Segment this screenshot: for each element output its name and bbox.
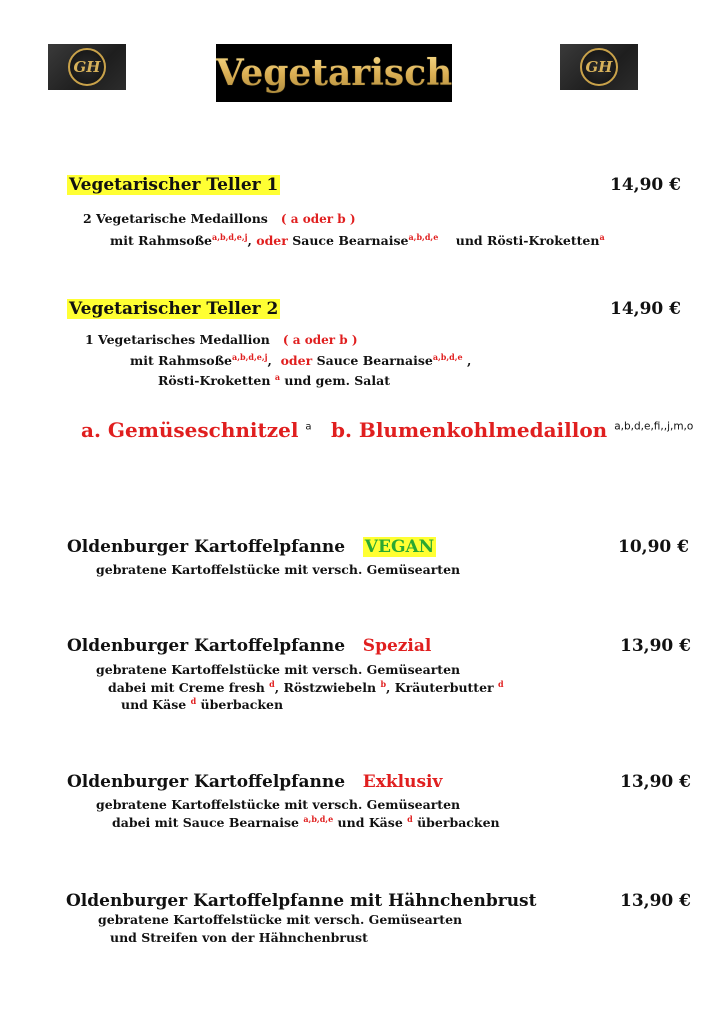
menu-item-description: gebratene Kartoffelstücke mit versch. Gemüsearten bbox=[98, 912, 463, 927]
logo-right bbox=[560, 44, 638, 90]
choice-a: a. Gemüseschnitzel $^a$ bbox=[81, 418, 312, 442]
menu-item-description: gebratene Kartoffelstücke mit versch. Gemüsearten bbox=[96, 662, 461, 677]
logo-left bbox=[48, 44, 126, 90]
menu-item-title: Vegetarischer Teller 2 bbox=[69, 299, 279, 319]
menu-item-title: Oldenburger Kartoffelpfanne VEGAN bbox=[67, 537, 435, 557]
menu-item-price: 13,90 € bbox=[620, 772, 691, 792]
menu-item-price: 14,90 € bbox=[610, 175, 681, 195]
variant-label: Spezial bbox=[362, 636, 432, 656]
menu-item-price: 10,90 € bbox=[618, 537, 689, 557]
menu-item-description: und Streifen von der Hähnchenbrust bbox=[110, 930, 368, 945]
variant-label: Exklusiv bbox=[362, 772, 443, 792]
menu-item-price: 14,90 € bbox=[610, 299, 681, 319]
logo-monogram: GH bbox=[580, 48, 618, 86]
menu-item-description: Rösti-Kroketten $^a$ und gem. Salat bbox=[158, 371, 391, 388]
logo-monogram: GH bbox=[68, 48, 106, 86]
menu-item-description: 1 Vegetarisches Medallion ( a oder b ) bbox=[85, 332, 358, 347]
choice-b: b. Blumenkohlmedaillon $^{a,b,d,e,fi,,j,m,o}$ bbox=[331, 418, 694, 442]
menu-item-description: 2 Vegetarische Medaillons ( a oder b ) bbox=[83, 211, 356, 226]
menu-item-description: dabei mit Sauce Bearnaise $^{a,b,d,e}$ und Käse $^d$ überbacken bbox=[112, 813, 500, 830]
menu-item-description: gebratene Kartoffelstücke mit versch. Gemüsearten bbox=[96, 562, 461, 577]
menu-item-description: mit Rahmsoße$^{a,b,d,e,j}$, oder Sauce Bearnaise$^{a,b,d,e}$ , bbox=[130, 351, 472, 368]
menu-item-title: Oldenburger Kartoffelpfanne mit Hähnchenbrust bbox=[66, 891, 537, 911]
menu-item-title: Vegetarischer Teller 1 bbox=[69, 175, 279, 195]
menu-item-title: Oldenburger Kartoffelpfanne Spezial bbox=[67, 636, 432, 656]
menu-item-price: 13,90 € bbox=[620, 636, 691, 656]
page-title-banner bbox=[216, 44, 452, 102]
menu-item-title: Oldenburger Kartoffelpfanne Exklusiv bbox=[67, 772, 443, 792]
menu-item-description: dabei mit Creme fresh $^d$, Röstzwiebeln $^b$, Kräuterbutter $^d$ bbox=[108, 678, 504, 695]
menu-item-description: mit Rahmsoße$^{a,b,d,e,j}$, oder Sauce Bearnaise$^{a,b,d,e}$ und Rösti-Kroketten$^a$ bbox=[110, 231, 605, 248]
menu-item-price: 13,90 € bbox=[620, 891, 691, 911]
page-title: Vegetarisch bbox=[215, 52, 453, 94]
menu-item-description: gebratene Kartoffelstücke mit versch. Gemüsearten bbox=[96, 797, 461, 812]
vegan-badge: VEGAN bbox=[364, 537, 435, 557]
menu-item-description: und Käse $^d$ überbacken bbox=[121, 695, 284, 712]
